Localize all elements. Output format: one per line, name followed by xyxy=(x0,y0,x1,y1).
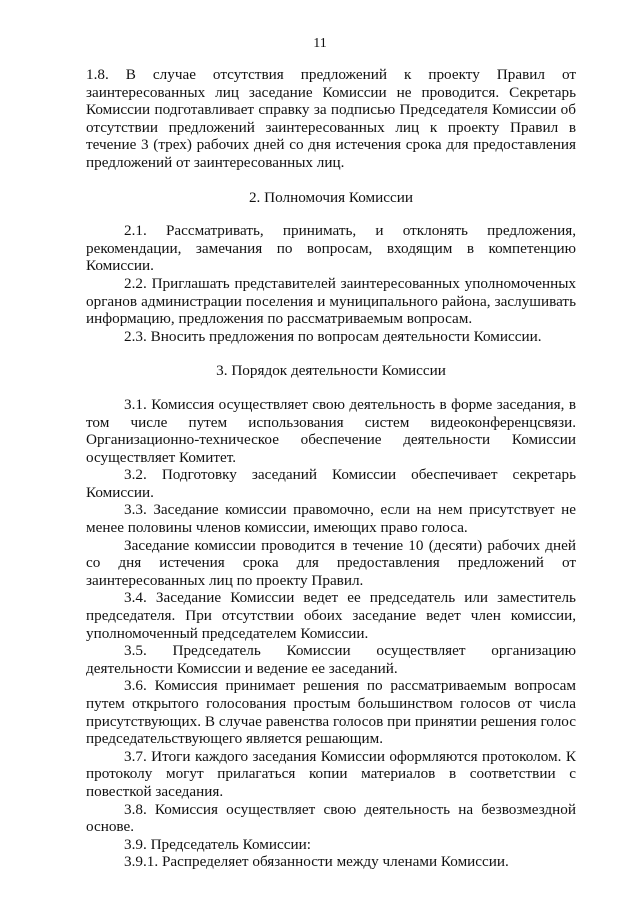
page-number: 11 xyxy=(313,36,327,51)
paragraph-3-3-continued: Заседание комиссии проводится в течение 10 (десяти) рабочих дней со дня истечения срока для предоставления предложений от заинтересованных лиц по проекту Правил. xyxy=(86,536,576,589)
section-heading-3: 3. Порядок деятельности Комиссии xyxy=(216,362,446,380)
paragraph-3-6: 3.6. Комиссия принимает решения по рассматриваемым вопросам путем открытого голосования простым большинством голосов от числа присутствующих. В случае равенства голосов при принятии решения голос председательствующего является решающим. xyxy=(86,677,576,748)
paragraph-3-4: 3.4. Заседание Комиссии ведет ее председатель или заместитель председателя. При отсутствии обоих заседание ведет член комиссии, уполномоченный председателем Комиссии. xyxy=(86,589,576,642)
paragraph-3-1: 3.1. Комиссия осуществляет свою деятельность в форме заседания, в том числе путем использования систем видеоконференцсвязи. Организационно-техническое обеспечение деятельности Комиссии осуществляет Комитет. xyxy=(86,395,576,466)
paragraph-3-3: 3.3. Заседание комиссии правомочно, если на нем присутствует не менее половины членов комиссии, имеющих право голоса. xyxy=(86,501,576,537)
paragraph-2-3: 2.3. Вносить предложения по вопросам деятельности Комиссии. xyxy=(124,327,542,345)
paragraph-3-9-1: 3.9.1. Распределяет обязанности между членами Комиссии. xyxy=(124,853,509,871)
section-heading-2: 2. Полномочия Комиссии xyxy=(248,188,414,206)
paragraph-2-1: 2.1. Рассматривать, принимать, и отклонять предложения, рекомендации, замечания по вопросам, входящим в компетенцию Комиссии. xyxy=(86,222,576,275)
paragraph-3-9: 3.9. Председатель Комиссии: xyxy=(124,835,312,853)
paragraph-1-8: 1.8. В случае отсутствия предложений к проекту Правил от заинтересованных лиц заседание Комиссии не проводится. Секретарь Комиссии подготавливает справку за подписью Председателя Комиссии об отсутствии предложений заинтересованных лиц к проекту Правил в течение 3 (трех) рабочих дней со дня истечения срока для предоставления предложений от заинтересованных лиц. xyxy=(86,66,576,171)
paragraph-3-8: 3.8. Комиссия осуществляет свою деятельность на безвозмездной основе. xyxy=(86,800,576,836)
paragraph-3-5: 3.5. Председатель Комиссии осуществляет организацию деятельности Комиссии и ведение ее заседаний. xyxy=(86,642,576,677)
paragraph-3-7: 3.7. Итоги каждого заседания Комиссии оформляются протоколом. К протоколу могут прилагаться копии материалов в соответствии с повесткой заседания. xyxy=(86,747,576,800)
page-body xyxy=(86,66,576,871)
paragraph-3-2: 3.2. Подготовку заседаний Комиссии обеспечивает секретарь Комиссии. xyxy=(86,466,576,501)
paragraph-2-2: 2.2. Приглашать представителей заинтересованных уполномоченных органов администрации поселения и муниципального района, заслушивать информацию, предложения по рассматриваемым вопросам. xyxy=(86,274,576,328)
